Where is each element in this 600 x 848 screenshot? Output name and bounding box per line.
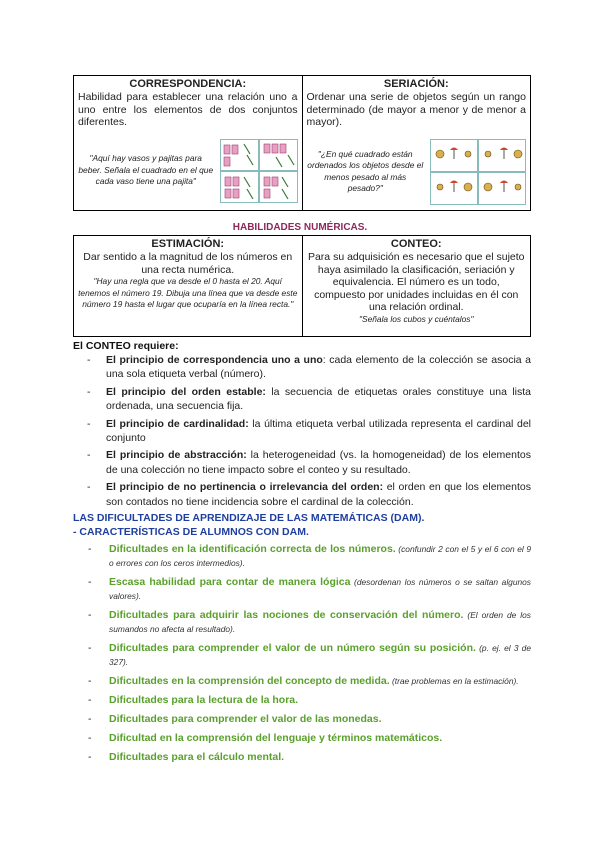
seriacion-example: "¿En qué cuadrado están ordenados los objetos desde el menos pesado al más pesado?" (307, 148, 424, 193)
dam-title: LAS DIFICULTADES DE APRENDIZAJE DE LAS MATEMÁTICAS (DAM). (73, 512, 425, 524)
list-item: - Dificultades para el cálculo mental. (73, 750, 531, 764)
cell-conteo (302, 236, 531, 336)
seriacion-text: Ordenar una serie de objetos según un rango determinado (de mayor a menor y de menor a mayor). (306, 91, 526, 128)
correspondencia-text: Habilidad para establecer una relación uno a uno entre los elementos de dos conjuntos diferentes. (78, 91, 298, 128)
correspondencia-example: "Aquí hay vasos y pajitas para beber. Señala el cuadrado en el que cada vaso tiene una pajita" (78, 153, 214, 187)
list-item: - Dificultades para adquirir las nociones de conservación del número. (El orden de los sumandos no afecta al resultado). (73, 608, 531, 636)
glasses-straws-illustration (220, 139, 298, 203)
weights-order-illustration (430, 139, 526, 205)
estimacion-example: "Hay una regla que va desde el 0 hasta el 20. Aquí tenemos el número 19. Dibuja una línea que va desde este número 19 hasta el lugar que ocuparía en la línea recta." (78, 276, 298, 309)
table-estimacion-conteo (73, 235, 531, 337)
list-item: - Dificultades para comprender el valor de un número según su posición. (p. ej. el 3 de 327). (73, 641, 531, 669)
estimacion-text: Dar sentido a la magnitud de los números en una recta numérica. (83, 251, 293, 276)
cell-correspondencia (74, 76, 302, 210)
dam-subtitle: - CARACTERÍSTICAS DE ALUMNOS CON DAM. (73, 526, 309, 538)
list-item: - Dificultades para la lectura de la hora. (73, 693, 531, 707)
list-item: - El principio del orden estable: la secuencia de etiquetas orales constituye una lista ordenada, una secuencia fija. (73, 385, 531, 414)
principles-list (73, 353, 531, 512)
conteo-requiere-heading: El CONTEO requiere: (73, 340, 179, 352)
correspondencia-title: CORRESPONDENCIA: (129, 78, 247, 90)
list-item: - El principio de correspondencia uno a uno: cada elemento de la colección se asocia a una sola etiqueta verbal (número). (73, 353, 531, 382)
seriacion-title: SERIACIÓN: (383, 78, 449, 90)
list-item: - Escasa habilidad para contar de manera lógica (desordenan los números o se saltan algunos valores). (73, 575, 531, 603)
cell-estimacion (74, 236, 302, 336)
list-item: - Dificultades para comprender el valor de las monedas. (73, 712, 531, 726)
table-correspondencia-seriacion (73, 75, 531, 211)
list-item: - El principio de abstracción: la heterogeneidad (vs. la homogeneidad) de los elementos de una colección no tiene impacto sobre el conteo y su resultado. (73, 448, 531, 477)
conteo-title: CONTEO: (390, 238, 442, 250)
cell-seriacion (302, 76, 531, 210)
list-item: - Dificultad en la comprensión del lenguaje y términos matemáticos. (73, 731, 531, 745)
section-title: HABILIDADES NUMÉRICAS. (232, 222, 368, 233)
list-item: - El principio de no pertinencia o irrelevancia del orden: el orden en que los elementos son contados no tiene incidencia sobre el cardinal de la colección. (73, 480, 531, 509)
dam-list (73, 542, 531, 769)
conteo-text: Para su adquisición es necesario que el sujeto haya asimilado la clasificación, seriación y equivalencia. El número es un todo, compuesto por unidades incluidas en él con una relación ordinal. (307, 251, 525, 313)
conteo-example: "Señala los cubos y cuéntalos" (359, 313, 474, 324)
list-item: - Dificultades en la comprensión del concepto de medida. (trae problemas en la estimación). (73, 674, 531, 688)
list-item: - El principio de cardinalidad: la última etiqueta verbal utilizada representa el cardinal del conjunto (73, 417, 531, 446)
estimacion-title: ESTIMACIÓN: (151, 238, 225, 250)
list-item: - Dificultades en la identificación correcta de los números. (confundir 2 con el 5 y el 6 con el 9 o errores con los ceros intermedios). (73, 542, 531, 570)
